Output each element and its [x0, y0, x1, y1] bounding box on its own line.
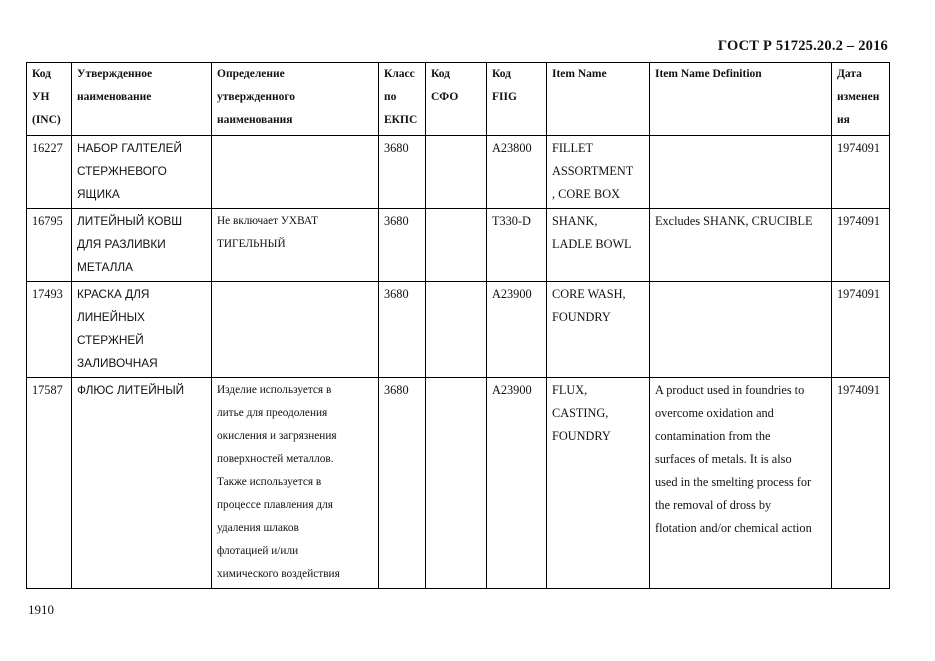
cell-change-date: 1974091: [832, 282, 890, 378]
cell-approved-name: ЛИТЕЙНЫЙ КОВШ ДЛЯ РАЗЛИВКИ МЕТАЛЛА: [72, 209, 212, 282]
header-approved-name: Утвержденное наименование: [72, 63, 212, 136]
cell-code-fiig: A23800: [487, 136, 547, 209]
header-class-ekps: Класс по ЕКПС: [379, 63, 426, 136]
table-header-row: [27, 63, 890, 136]
cell-approved-name: КРАСКА ДЛЯ ЛИНЕЙНЫХ СТЕРЖНЕЙ ЗАЛИВОЧНАЯ: [72, 282, 212, 378]
cell-item-name: CORE WASH, FOUNDRY: [547, 282, 650, 378]
cell-class-ekps: 3680: [379, 378, 426, 589]
cell-code-sfo: [426, 378, 487, 589]
cell-class-ekps: 3680: [379, 282, 426, 378]
cell-item-name: SHANK, LADLE BOWL: [547, 209, 650, 282]
cell-definition: Изделие используется в литье для преодоления окисления и загрязнения поверхностей металлов. Также используется в процессе плавления для удаления шлаков флотацией и/или химического воздействия: [212, 378, 379, 589]
cell-item-name-definition: [650, 136, 832, 209]
page-number: 1910: [28, 602, 54, 617]
cell-approved-name: ФЛЮС ЛИТЕЙНЫЙ: [72, 378, 212, 589]
table-row: [27, 378, 890, 589]
table-row: [27, 209, 890, 282]
header-code-sfo: Код СФО: [426, 63, 487, 136]
cell-item-name-definition: Excludes SHANK, CRUCIBLE: [650, 209, 832, 282]
cell-item-name-definition: A product used in foundries to overcome oxidation and contamination from the surfaces of metals. It is also used in the smelting process for the removal of dross by flotation and/or chemical action: [650, 378, 832, 589]
header-code-un: Код УН (INC): [27, 63, 72, 136]
cell-code-un: 16795: [27, 209, 72, 282]
cell-code-un: 17493: [27, 282, 72, 378]
table-row: [27, 136, 890, 209]
cell-code-sfo: [426, 209, 487, 282]
cell-code-un: 16227: [27, 136, 72, 209]
cell-code-fiig: T330-D: [487, 209, 547, 282]
cell-class-ekps: 3680: [379, 136, 426, 209]
header-item-name: Item Name: [547, 63, 650, 136]
cell-item-name-definition: [650, 282, 832, 378]
cell-item-name: FLUX, CASTING, FOUNDRY: [547, 378, 650, 589]
header-change-date: Дата изменен ия: [832, 63, 890, 136]
cell-class-ekps: 3680: [379, 209, 426, 282]
cell-definition: [212, 282, 379, 378]
header-item-name-definition: Item Name Definition: [650, 63, 832, 136]
cell-approved-name: НАБОР ГАЛТЕЛЕЙ СТЕРЖНЕВОГО ЯЩИКА: [72, 136, 212, 209]
cell-definition: [212, 136, 379, 209]
cell-change-date: 1974091: [832, 378, 890, 589]
cell-definition: Не включает УХВАТ ТИГЕЛЬНЫЙ: [212, 209, 379, 282]
cell-change-date: 1974091: [832, 136, 890, 209]
header-definition: Определение утвержденного наименования: [212, 63, 379, 136]
header-code-fiig: Код FIIG: [487, 63, 547, 136]
table-row: [27, 282, 890, 378]
cell-change-date: 1974091: [832, 209, 890, 282]
cell-code-fiig: A23900: [487, 378, 547, 589]
cell-item-name: FILLET ASSORTMENT , CORE BOX: [547, 136, 650, 209]
cell-code-un: 17587: [27, 378, 72, 589]
cell-code-sfo: [426, 282, 487, 378]
cell-code-sfo: [426, 136, 487, 209]
nomenclature-table: [26, 62, 890, 589]
cell-code-fiig: A23900: [487, 282, 547, 378]
standard-header: ГОСТ Р 51725.20.2 – 2016: [717, 38, 888, 54]
